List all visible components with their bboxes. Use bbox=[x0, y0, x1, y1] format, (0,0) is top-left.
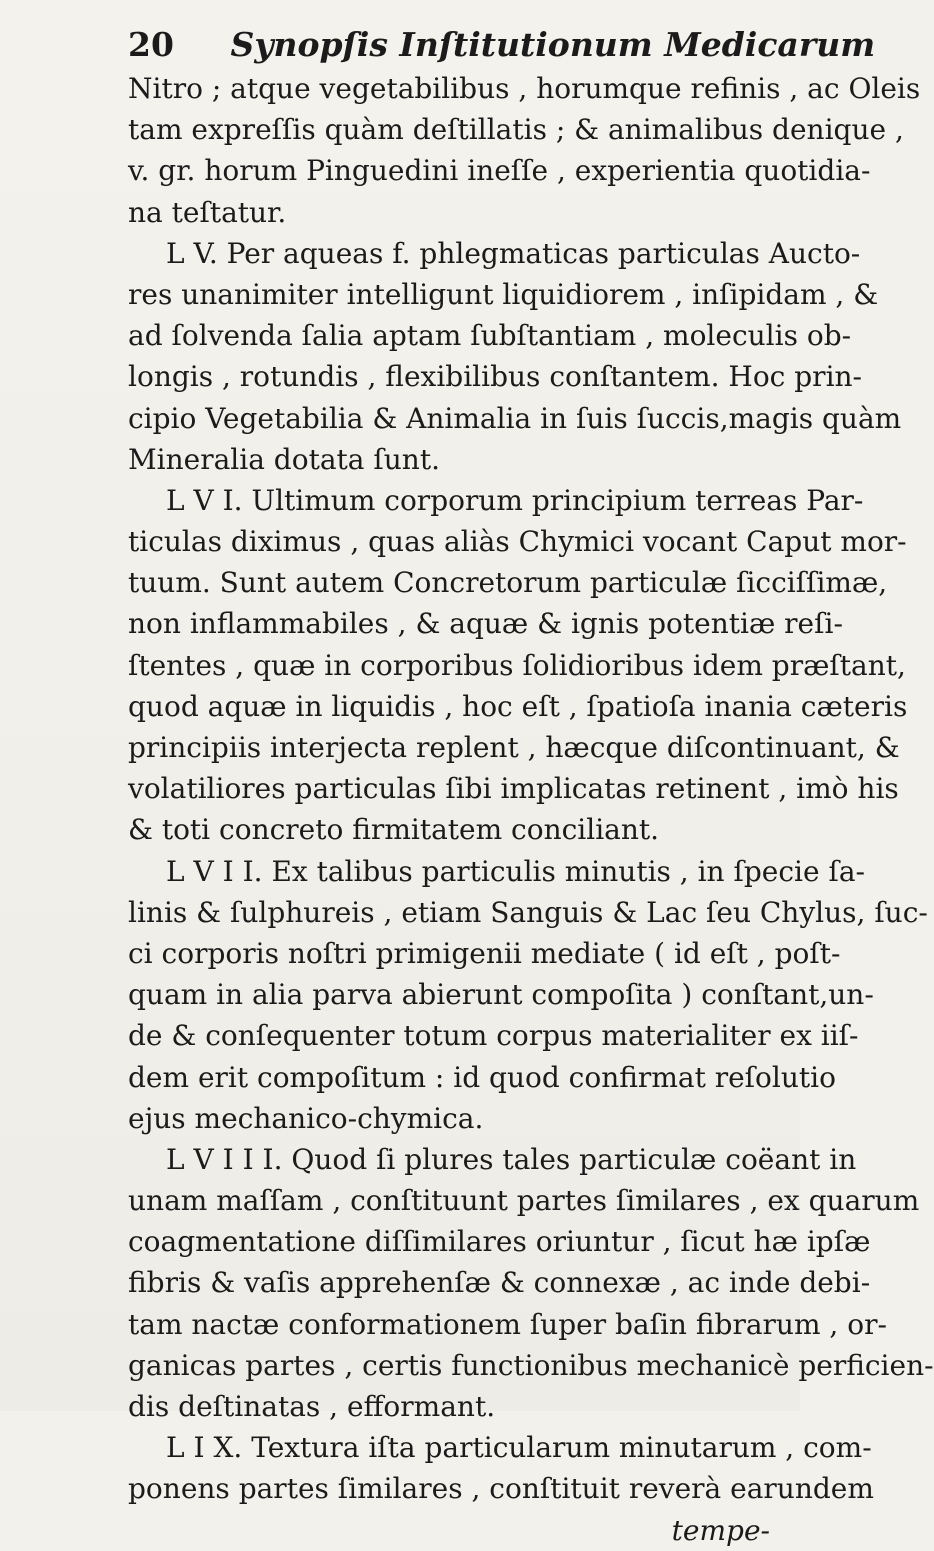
text-line: quod aquæ in liquidis , hoc eſt , ſpatioſa inania cæteris bbox=[128, 689, 908, 723]
text-line: ponens partes ſimilares , conſtituit reverà earundem bbox=[128, 1472, 874, 1506]
text-line: tam expreſſis quàm deſtillatis ; & animalibus denique , bbox=[128, 113, 904, 147]
text-line: tam nactæ conformationem ſuper baſin fibrarum , or- bbox=[128, 1307, 887, 1341]
text-line: dem erit compoſitum : id quod confirmat reſolutio bbox=[128, 1060, 836, 1094]
section-heading-line: L V. Per aqueas f. phlegmaticas particulas Aucto- bbox=[166, 236, 861, 270]
text-line: & toti concreto firmitatem conciliant. bbox=[128, 813, 660, 847]
text-line: fibris & vaſis apprehenſæ & connexæ , ac inde debi- bbox=[128, 1266, 871, 1300]
text-line: non inflammabiles , & aquæ & ignis potentiæ reſi- bbox=[128, 607, 843, 641]
section-heading-line: L I X. Textura iſta particularum minutarum , com- bbox=[166, 1431, 872, 1465]
text-line: tuum. Sunt autem Concretorum particulæ ſicciſſimæ, bbox=[128, 566, 888, 600]
text-line: longis , rotundis , flexibilibus conſtantem. Hoc prin- bbox=[128, 360, 863, 394]
text-line: dis deſtinatas , efformant. bbox=[128, 1390, 496, 1423]
text-line: unam maſſam , conſtituunt partes ſimilares , ex quarum bbox=[128, 1184, 920, 1218]
section-heading-line: L V I I I. Quod ſi plures tales particulæ coëant in bbox=[166, 1142, 857, 1176]
text-line: ejus mechanico-chymica. bbox=[128, 1101, 484, 1135]
section-heading-line: L V I I. Ex talibus particulis minutis , in ſpecie ſa- bbox=[166, 854, 865, 888]
text-line: na teſtatur. bbox=[128, 195, 287, 229]
text-line: ci corporis noſtri primigenii mediate ( id eſt , poſt- bbox=[128, 936, 841, 970]
body-text bbox=[128, 68, 934, 1551]
page-header bbox=[128, 22, 876, 68]
text-line: volatiliores particulas ſibi implicatas retinent , imò his bbox=[128, 772, 899, 806]
text-line: quam in alia parva abierunt compoſita ) conſtant,un- bbox=[128, 978, 874, 1012]
text-line: de & conſequenter totum corpus materialiter ex iiſ- bbox=[128, 1019, 859, 1053]
text-line: Nitro ; atque vegetabilibus , horumque refinis , ac Oleis bbox=[128, 72, 921, 105]
text-line: cipio Vegetabilia & Animalia in ſuis ſuccis,magis quàm bbox=[128, 401, 902, 435]
text-line: Mineralia dotata ſunt. bbox=[128, 442, 440, 476]
text-line: ad ſolvenda ſalia aptam ſubſtantiam , moleculis ob- bbox=[128, 319, 852, 353]
catchword: tempe- bbox=[671, 1513, 770, 1547]
text-line: ſtentes , quæ in corporibus ſolidioribus idem præſtant, bbox=[128, 648, 906, 682]
text-line: coagmentatione diſſimilares oriuntur , ſicut hæ ipſæ bbox=[128, 1225, 871, 1259]
section-heading-line: L V I. Ultimum corporum principium terreas Par- bbox=[166, 483, 864, 517]
running-title: Synopſis Inſtitutionum Medicarum bbox=[230, 25, 876, 64]
text-line: principiis interjecta replent , hæcque diſcontinuant, & bbox=[128, 731, 900, 764]
text-line: res unanimiter intelligunt liquidiorem , inſipidam , & bbox=[128, 277, 879, 311]
text-line: v. gr. horum Pinguedini ineſſe , experientia quotidia- bbox=[128, 154, 871, 188]
page-number: 20 bbox=[128, 25, 174, 64]
text-line: ticulas diximus , quas aliàs Chymici vocant Caput mor- bbox=[128, 525, 907, 559]
text-line: ganicas partes , certis functionibus mechanicè perficien- bbox=[128, 1348, 934, 1382]
text-line: linis & ſulphureis , etiam Sanguis & Lac ſeu Chylus, ſuc- bbox=[128, 895, 928, 929]
